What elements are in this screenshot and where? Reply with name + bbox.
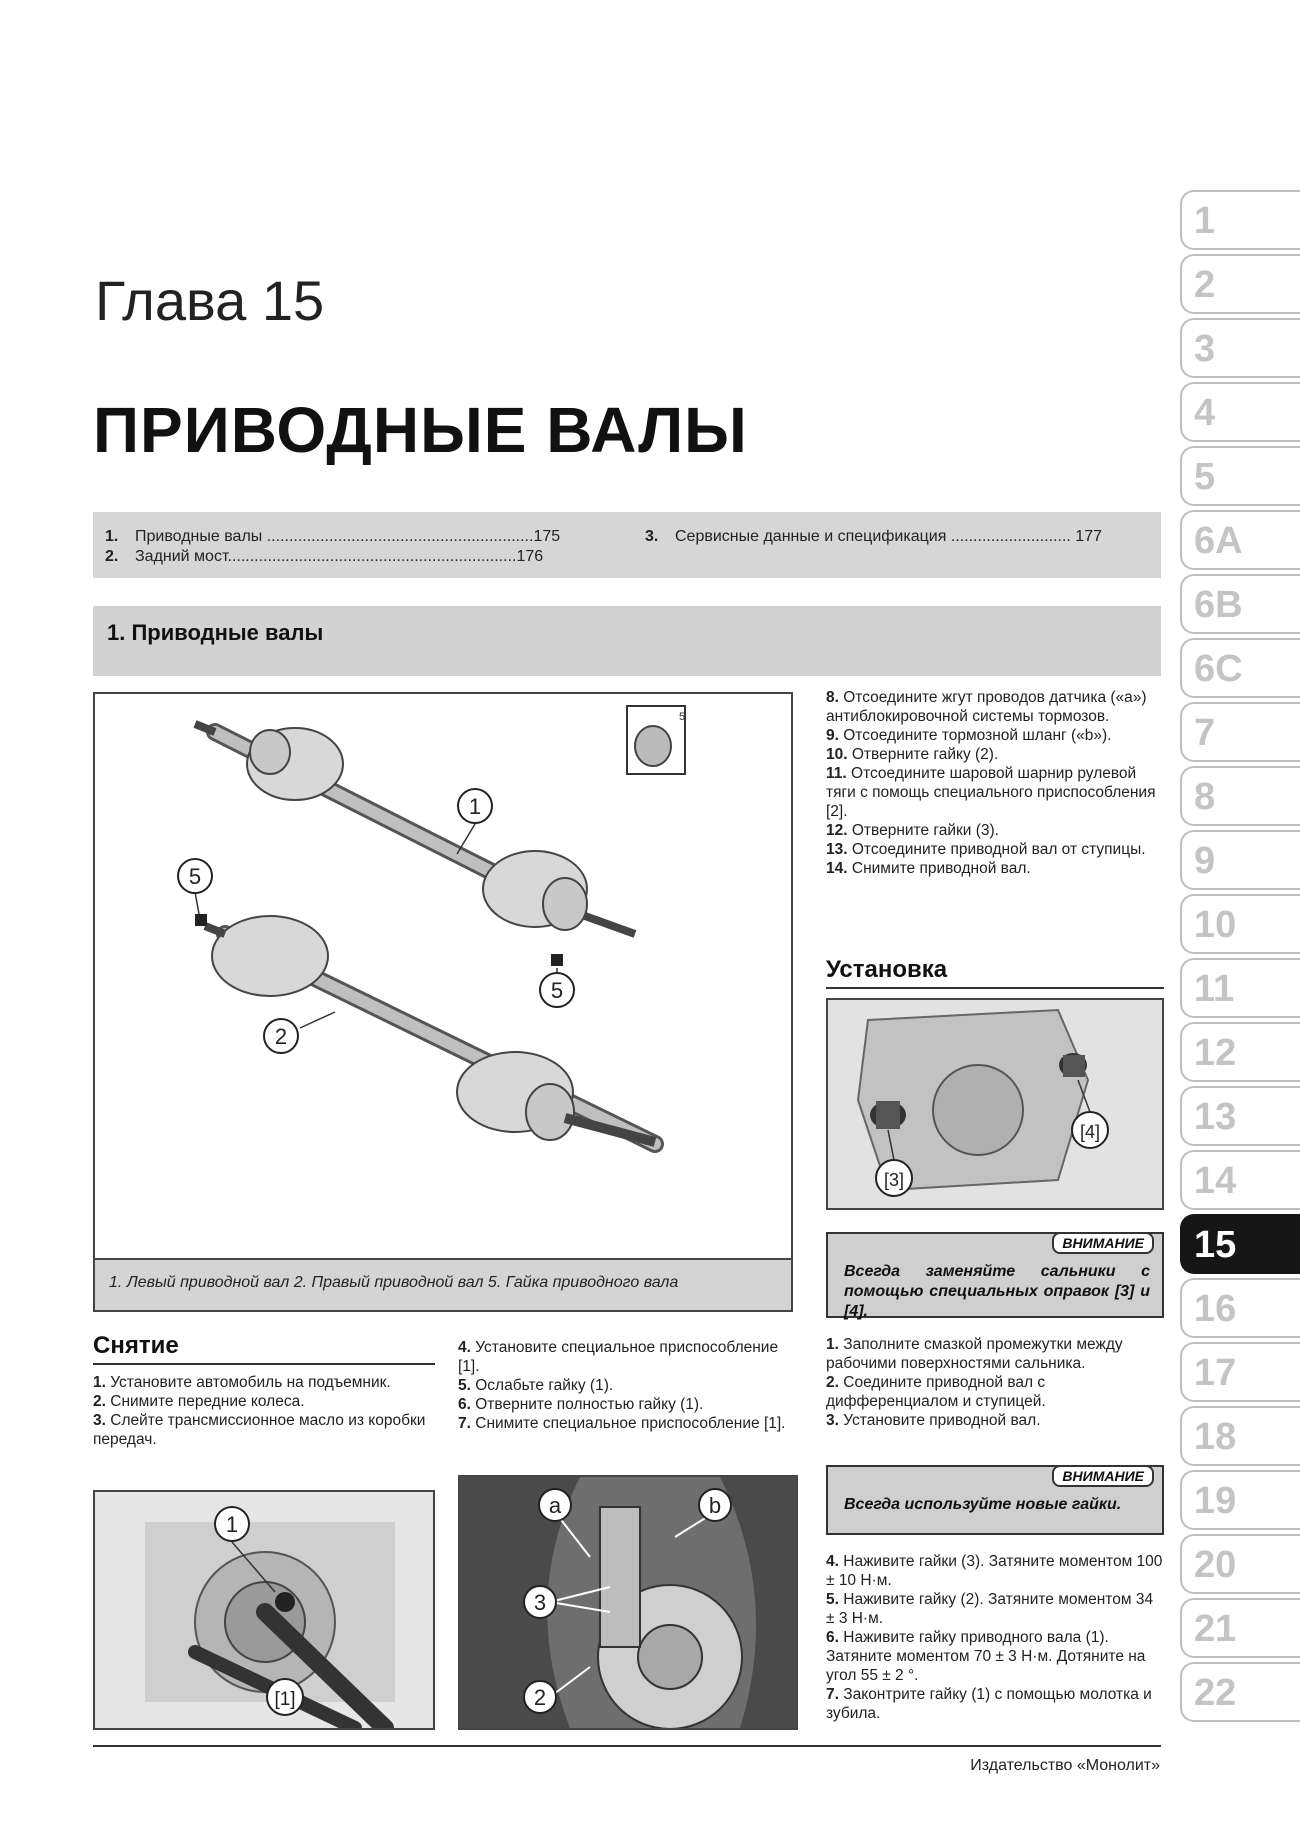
callout-label: a (548, 1493, 562, 1518)
nut-icon (551, 954, 563, 966)
step: 12. Отверните гайки (3). (826, 822, 999, 839)
chapter-tab[interactable]: 2 (1180, 254, 1300, 314)
removal-steps-c (826, 688, 1164, 878)
callout-label: 5 (550, 978, 564, 1003)
toc-entry[interactable]: 1. Приводные валы ............................................................175 (105, 528, 561, 545)
step: 13. Отсоедините приводной вал от ступицы. (826, 841, 1146, 858)
callout-label: 5 (188, 864, 202, 889)
chapter-tab[interactable]: 8 (1180, 766, 1300, 826)
warning-box (826, 1232, 1164, 1318)
removal-steps-a (93, 1373, 435, 1449)
chapter-tab[interactable]: 10 (1180, 894, 1300, 954)
step: 3. Слейте трансмиссионное масло из коробки передач. (93, 1412, 426, 1448)
footer-divider (93, 1745, 1161, 1747)
chapter-tab[interactable]: 12 (1180, 1022, 1300, 1082)
section-heading: 1. Приводные валы (93, 606, 1161, 676)
chapter-tab[interactable]: 16 (1180, 1278, 1300, 1338)
warning-tag: ВНИМАНИЕ (1052, 1232, 1154, 1254)
figure-drive-shafts (93, 692, 793, 1312)
warning-box (826, 1465, 1164, 1535)
svg-text:5: 5 (679, 711, 686, 723)
step: 2. Снимите передние колеса. (93, 1393, 305, 1410)
chapter-tab[interactable]: 6B (1180, 574, 1300, 634)
chapter-tab[interactable]: 9 (1180, 830, 1300, 890)
install-steps-a (826, 1335, 1164, 1430)
divider (826, 987, 1164, 989)
callout-label: 1 (468, 794, 482, 819)
step: 5. Наживите гайку (2). Затяните моментом 34 ± 3 Н·м. (826, 1591, 1154, 1627)
warning-text: Всегда используйте новые гайки. (844, 1496, 1122, 1513)
step: 9. Отсоедините тормозной шланг («b»). (826, 727, 1112, 744)
toc-entry[interactable]: 2. Задний мост.................................................................176 (105, 548, 544, 565)
chapter-tab[interactable]: 4 (1180, 382, 1300, 442)
chapter-tab[interactable]: 22 (1180, 1662, 1300, 1722)
step: 10. Отверните гайку (2). (826, 746, 999, 763)
suspension-drawing (460, 1477, 796, 1728)
callout-label: [4] (1079, 1122, 1101, 1142)
callout-label: [1] (274, 1689, 296, 1710)
figure-hub-nut (93, 1490, 435, 1730)
install-steps-b (826, 1552, 1164, 1723)
step: 5. Ослабьте гайку (1). (458, 1377, 614, 1394)
chapter-tab[interactable]: 14 (1180, 1150, 1300, 1210)
seal-installers-drawing (828, 1000, 1162, 1208)
removal-heading: Снятие (93, 1332, 179, 1359)
chapter-tab[interactable]: 17 (1180, 1342, 1300, 1402)
callout-label: 1 (225, 1512, 239, 1537)
chapter-tab[interactable]: 5 (1180, 446, 1300, 506)
chapter-tab[interactable]: 20 (1180, 1534, 1300, 1594)
warning-tag: ВНИМАНИЕ (1052, 1465, 1154, 1487)
step: 2. Соедините приводной вал с дифференциалом и ступицей. (826, 1374, 1046, 1410)
chapter-tab[interactable]: 18 (1180, 1406, 1300, 1466)
figure-suspension (458, 1475, 798, 1730)
step: 1. Установите автомобиль на подъемник. (93, 1374, 391, 1391)
figure-seal-installers (826, 998, 1164, 1210)
step: 7. Законтрите гайку (1) с помощью молотка и зубила. (826, 1686, 1152, 1722)
drive-shafts-drawing (95, 694, 791, 1256)
callout-label: b (708, 1493, 722, 1518)
step: 6. Отверните полностью гайку (1). (458, 1396, 704, 1413)
chapter-tab[interactable]: 21 (1180, 1598, 1300, 1658)
callout-label: 2 (533, 1685, 547, 1710)
callout-label: 3 (533, 1590, 547, 1615)
divider (93, 1363, 435, 1365)
chapter-tab[interactable]: 3 (1180, 318, 1300, 378)
step: 14. Снимите приводной вал. (826, 860, 1031, 877)
hub-nut-drawing (95, 1492, 433, 1728)
toc-entry[interactable]: 3. Сервисные данные и спецификация ........................... 177 (645, 528, 1102, 545)
warning-text: Всегда заменяйте сальники с помощью специальных оправок [3] и [4]. (844, 1263, 1150, 1320)
chapter-tab[interactable]: 6C (1180, 638, 1300, 698)
step: 11. Отсоедините шаровой шарнир рулевой тяги с помощь специального приспособления [2]. (826, 765, 1156, 820)
step: 3. Установите приводной вал. (826, 1412, 1041, 1429)
step: 4. Установите специальное приспособление [1]. (458, 1339, 779, 1375)
callout-label: 2 (274, 1024, 288, 1049)
chapter-tab[interactable]: 6A (1180, 510, 1300, 570)
chapter-tab[interactable]: 19 (1180, 1470, 1300, 1530)
chapter-contents (93, 512, 1161, 578)
chapter-tab[interactable]: 7 (1180, 702, 1300, 762)
nut-icon (195, 914, 207, 926)
callout-label: [3] (883, 1170, 905, 1190)
chapter-label: Глава 15 (95, 269, 325, 332)
left-drive-shaft (195, 724, 635, 934)
step: 7. Снимите специальное приспособление [1]. (458, 1415, 786, 1432)
removal-steps-b (458, 1338, 798, 1433)
chapter-tab-active[interactable]: 15 (1180, 1214, 1300, 1274)
install-heading: Установка (826, 956, 948, 983)
publisher-label: Издательство «Монолит» (970, 1757, 1160, 1774)
chapter-tab[interactable]: 11 (1180, 958, 1300, 1018)
figure-caption: 1. Левый приводной вал 2. Правый приводной вал 5. Гайка приводного вала (95, 1258, 791, 1310)
step: 4. Наживите гайки (3). Затяните моментом 100 ± 10 Н·м. (826, 1553, 1163, 1589)
step: 1. Заполните смазкой промежутки между рабочими поверхностями сальника. (826, 1336, 1123, 1372)
chapter-tab[interactable]: 13 (1180, 1086, 1300, 1146)
page-title: ПРИВОДНЫЕ ВАЛЫ (93, 394, 748, 466)
step: 6. Наживите гайку приводного вала (1). Затяните моментом 70 ± 3 Н·м. Дотяните на угол 55 ± 2 °. (826, 1629, 1146, 1684)
step: 8. Отсоедините жгут проводов датчика («а») антиблокировочной системы тормозов. (826, 689, 1147, 725)
chapter-tab[interactable]: 1 (1180, 190, 1300, 250)
